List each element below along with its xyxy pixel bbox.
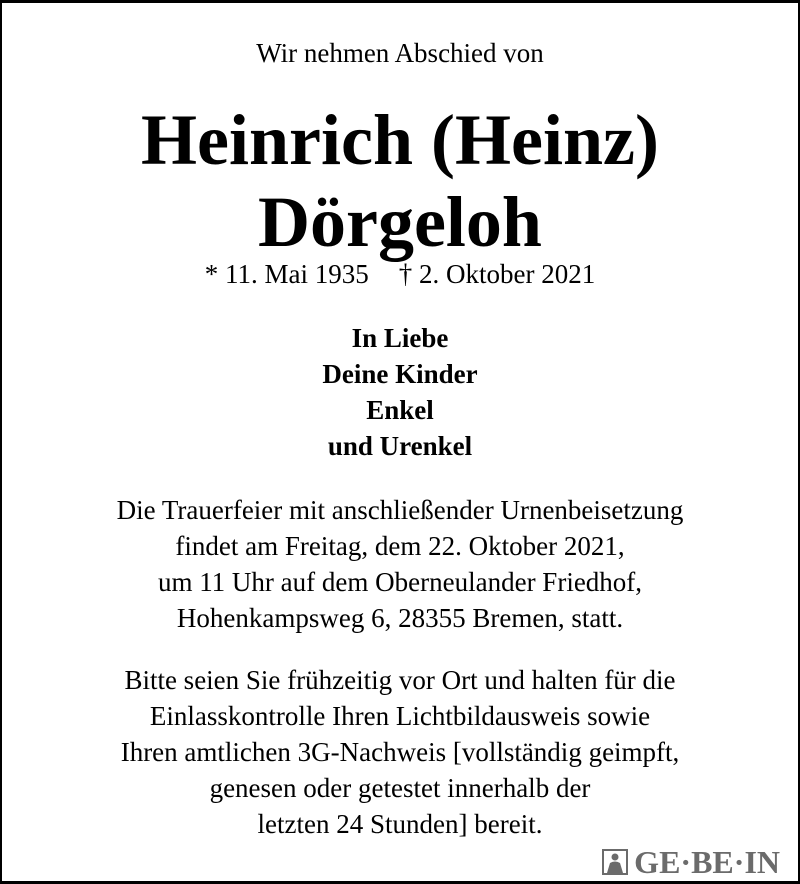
notice-line: Ihren amtlichen 3G-Nachweis [vollständig geimpft, (120, 737, 680, 767)
deceased-name-line2: Dörgeloh (258, 182, 542, 262)
deceased-name-line1: Heinrich (Heinz) (141, 100, 659, 180)
intro-text: Wir nehmen Abschied von (256, 38, 544, 68)
person-frame-icon (602, 849, 628, 875)
signature-line: Deine Kinder (322, 359, 478, 389)
notice-line: Einlasskontrolle Ihren Lichtbildausweis sowie (149, 701, 651, 731)
birth-date: * 11. Mai 1935 (204, 259, 369, 289)
brand-logo (598, 846, 784, 878)
notice-line: letzten 24 Stunden] bereit. (257, 809, 543, 839)
death-date: † 2. Oktober 2021 (398, 259, 596, 289)
signature-line: und Urenkel (327, 431, 473, 461)
signature-line: Enkel (366, 395, 434, 425)
ceremony-line: findet am Freitag, dem 22. Oktober 2021, (175, 531, 625, 561)
ceremony-line: Hohenkampsweg 6, 28355 Bremen, statt. (176, 603, 624, 633)
ceremony-line: Die Trauerfeier mit anschließender Urnenbeisetzung (116, 495, 684, 525)
notice-line: genesen oder getestet innerhalb der (209, 773, 591, 803)
signature-line: In Liebe (351, 323, 449, 353)
brand-logo-text: GE·BE·IN (634, 844, 780, 880)
life-dates (0, 256, 800, 292)
ceremony-line: um 11 Uhr auf dem Oberneulander Friedhof, (157, 567, 643, 597)
notice-line: Bitte seien Sie frühzeitig vor Ort und halten für die (124, 665, 676, 695)
